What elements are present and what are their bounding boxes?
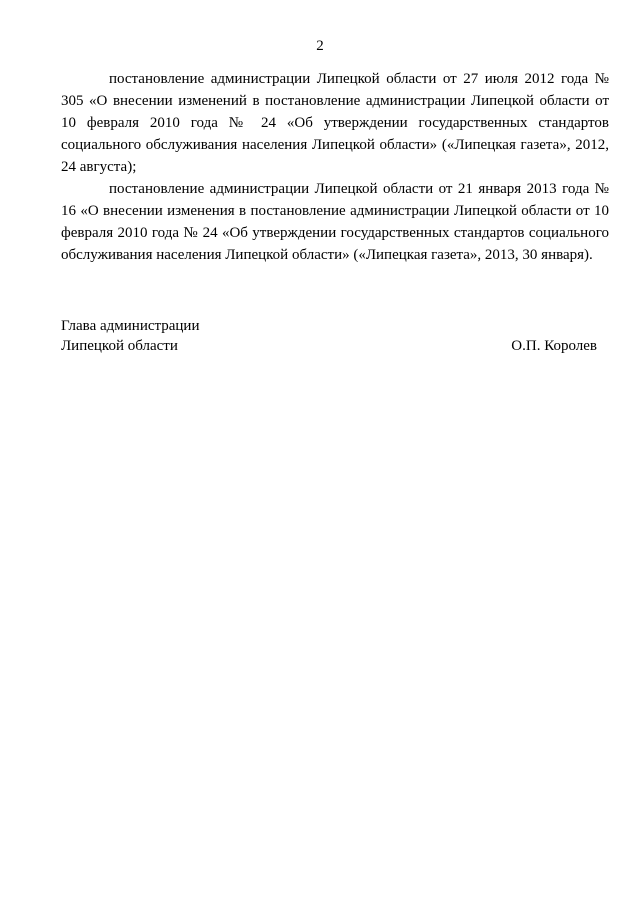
signature-row: [61, 336, 597, 356]
signer-title-line2: Липецкой области: [61, 338, 178, 354]
paragraph-resolution-16: постановление администрации Липецкой области от 21 января 2013 года № 16 «О внесении изменения в постановление администрации Липецкой области от 10 февраля 2010 года № 24 «Об утверждении государственных стандартов социального обслуживания населения Липецкой области» («Липецкая газета», 2013, 30 января).: [61, 181, 609, 263]
signer-name: О.П. Королев: [511, 338, 597, 354]
document-body: [61, 68, 609, 266]
signature-block: [61, 316, 597, 356]
signer-title-line1: Глава администрации: [61, 318, 200, 334]
page-number: 2: [316, 38, 324, 54]
paragraph-resolution-305: постановление администрации Липецкой области от 27 июля 2012 года № 305 «О внесении изменений в постановление администрации Липецкой области от 10 февраля 2010 года № 24 «Об утверждении государственных стандартов социального обслуживания населения Липецкой области» («Липецкая газета», 2012, 24 августа);: [61, 71, 609, 175]
